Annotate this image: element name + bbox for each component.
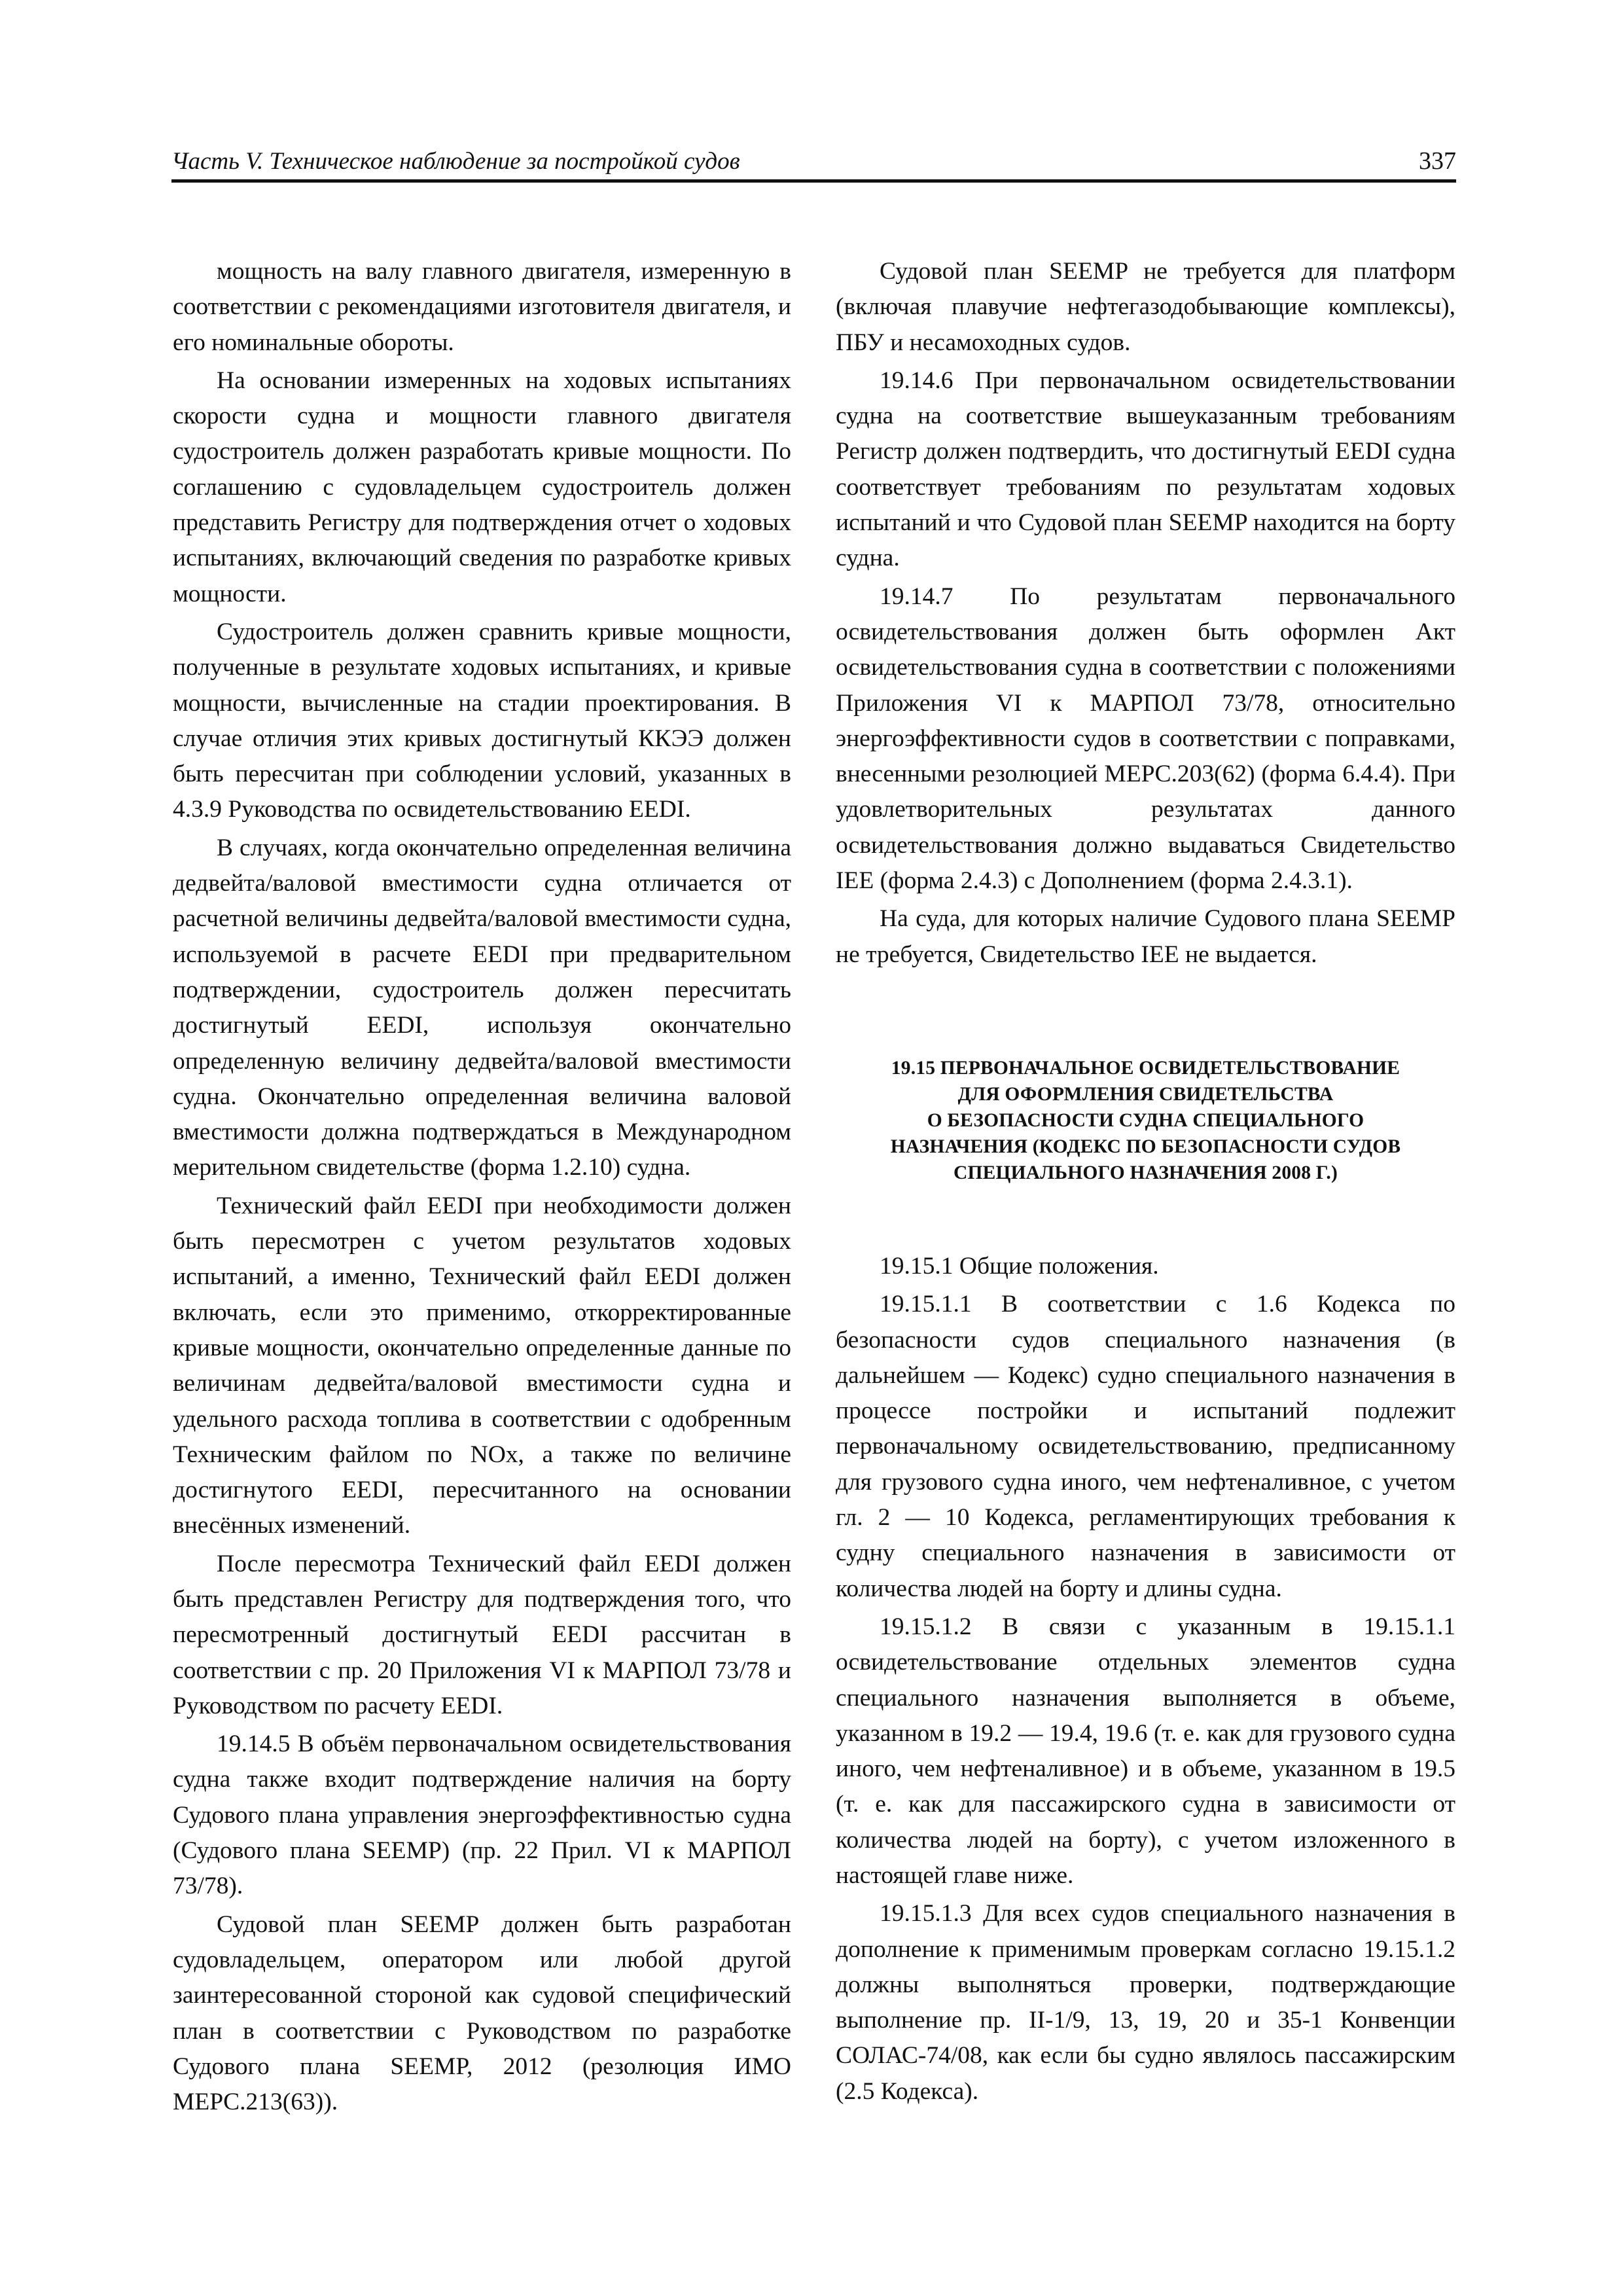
paragraph: Судовой план SEEMP должен быть разработан судовладельцем, оператором или любой другой заинтересованной стороной как судовой специфический план в соответствии с Руководством по разработке Судового плана SEEMP, 2012 (резолюция ИМО MEPC.213(63)).	[173, 1910, 791, 2116]
section-heading-line: О БЕЗОПАСНОСТИ СУДНА СПЕЦИАЛЬНОГО	[927, 1109, 1364, 1131]
paragraph: В случаях, когда окончательно определенная величина дедвейта/валовой вместимости судна отличается от расчетной величины дедвейта/валовой вместимости судна, используемой в расчете EEDI при предварительном подтверждении, судостроитель должен пересчитать достигнутый EEDI, используя окончательно определенную величину дедвейта/валовой вместимости судна. Окончательно определенная величина валовой вместимости должна подтверждаться в Международном мерительном свидетельстве (форма 1.2.10) судна.	[173, 834, 791, 1181]
paragraph: Судовой план SEEMP не требуется для платформ (включая плавучие нефтегазодобывающие комплексы), ПБУ и несамоходных судов.	[836, 258, 1455, 356]
section-heading-line: НАЗНАЧЕНИЯ (КОДЕКС ПО БЕЗОПАСНОСТИ СУДОВ	[890, 1136, 1401, 1157]
left-column	[173, 254, 791, 2120]
right-column	[836, 254, 1455, 2109]
paragraph: 19.14.5 В объём первоначальном освидетельствования судна также входит подтверждение наличия на борту Судового плана управления энергоэффективностью судна (Судового плана SEEMP) (пр. 22 Прил. VI к МАРПОЛ 73/78).	[173, 1731, 791, 1900]
section-heading-line: СПЕЦИАЛЬНОГО НАЗНАЧЕНИЯ 2008 Г.)	[953, 1162, 1338, 1183]
paragraph: На основании измеренных на ходовых испытаниях скорости судна и мощности главного двигателя судостроитель должен разработать кривые мощности. По соглашению с судовладельцем судостроитель должен представить Регистру для подтверждения отчет о ходовых испытаниях, включающий сведения по разработке кривых мощности.	[173, 367, 791, 607]
running-header-title: Часть V. Техническое наблюдение за постройкой судов	[171, 148, 740, 175]
page-header	[171, 140, 1456, 183]
paragraph: 19.14.7 По результатам первоначального освидетельствования должен быть оформлен Акт освидетельствования судна в соответствии с положениями Приложения VI к МАРПОЛ 73/78, относительно энергоэффективности судов в соответствии с поправками, внесенными резолюцией MEPC.203(62) (форма 6.4.4). При удовлетворительных результатах данного освидетельствования должно выдаваться Свидетельство IEE (форма 2.4.3) с Дополнением (форма 2.4.3.1).	[836, 583, 1455, 895]
subsection-title: 19.15.1 Общие положения.	[880, 1252, 1159, 1280]
section-heading	[836, 1055, 1455, 1186]
paragraph: Судостроитель должен сравнить кривые мощности, полученные в результате ходовых испытаниях, и кривые мощности, вычисленные на стадии проектирования. В случае отличия этих кривых достигнутый ККЭЭ должен быть пересчитан при соблюдении условий, указанных в 4.3.9 Руководства по освидетельствованию EEDI.	[173, 618, 791, 823]
paragraph: 19.14.6 При первоначальном освидетельствовании судна на соответствие вышеуказанным требованиям Регистр должен подтвердить, что достигнутый EEDI судна соответствует требованиям по результатам ходовых испытаний и что Судовой план SEEMP находится на борту судна.	[836, 367, 1455, 572]
paragraph: 19.15.1.2 В связи с указанным в 19.15.1.1 освидетельствование отдельных элементов судна специального назначения выполняется в объеме, указанном в 19.2 — 19.4, 19.6 (т. е. как для грузового судна иного, чем нефтеналивное) и в объеме, указанном в 19.5 (т. е. как для пассажирского судна в зависимости от количества людей на борту), с учетом изложенного в настоящей главе ниже.	[836, 1613, 1455, 1889]
paragraph: Технический файл EEDI при необходимости должен быть пересмотрен с учетом результатов ходовых испытаний, а именно, Технический файл EEDI должен включать, если это применимо, откорректированные кривые мощности, окончательно определенные данные по величинам дедвейта/валовой вместимости судна и удельного расхода топлива в соответствии с одобренным Техническим файлом по NOx, а также по величине достигнутого EEDI, пересчитанного на основании внесённых изменений.	[173, 1192, 791, 1539]
section-heading-line: 19.15 ПЕРВОНАЧАЛЬНОЕ ОСВИДЕТЕЛЬСТВОВАНИЕ	[891, 1057, 1400, 1079]
paragraph: После пересмотра Технический файл EEDI должен быть представлен Регистру для подтверждения того, что пересмотренный достигнутый EEDI рассчитан в соответствии с пр. 20 Приложения VI к МАРПОЛ 73/78 и Руководством по расчету EEDI.	[173, 1550, 791, 1719]
paragraph: 19.15.1.1 В соответствии с 1.6 Кодекса по безопасности судов специального назначения (в дальнейшем — Кодекс) судно специального назначения в процессе постройки и испытаний подлежит первоначальному освидетельствованию, предписанному для грузового судна иного, чем нефтеналивное, с учетом гл. 2 — 10 Кодекса, регламентирующих требования к судну специального назначения в зависимости от количества людей на борту и длины судна.	[836, 1291, 1455, 1602]
paragraph: 19.15.1.3 Для всех судов специального назначения в дополнение к применимым проверкам согласно 19.15.1.2 должны выполняться проверки, подтверждающие выполнение пр. II-1/9, 13, 19, 20 и 35-1 Конвенции СОЛАС-74/08, как если бы судно являлось пассажирским (2.5 Кодекса).	[836, 1900, 1455, 2105]
page-number: 337	[1419, 147, 1456, 175]
section-heading-line: ДЛЯ ОФОРМЛЕНИЯ СВИДЕТЕЛЬСТВА	[957, 1083, 1334, 1105]
paragraph: На суда, для которых наличие Судового плана SEEMP не требуется, Свидетельство IEE не выдается.	[836, 905, 1455, 968]
paragraph: мощность на валу главного двигателя, измеренную в соответствии с рекомендациями изготовителя двигателя, и его номинальные обороты.	[173, 258, 791, 356]
